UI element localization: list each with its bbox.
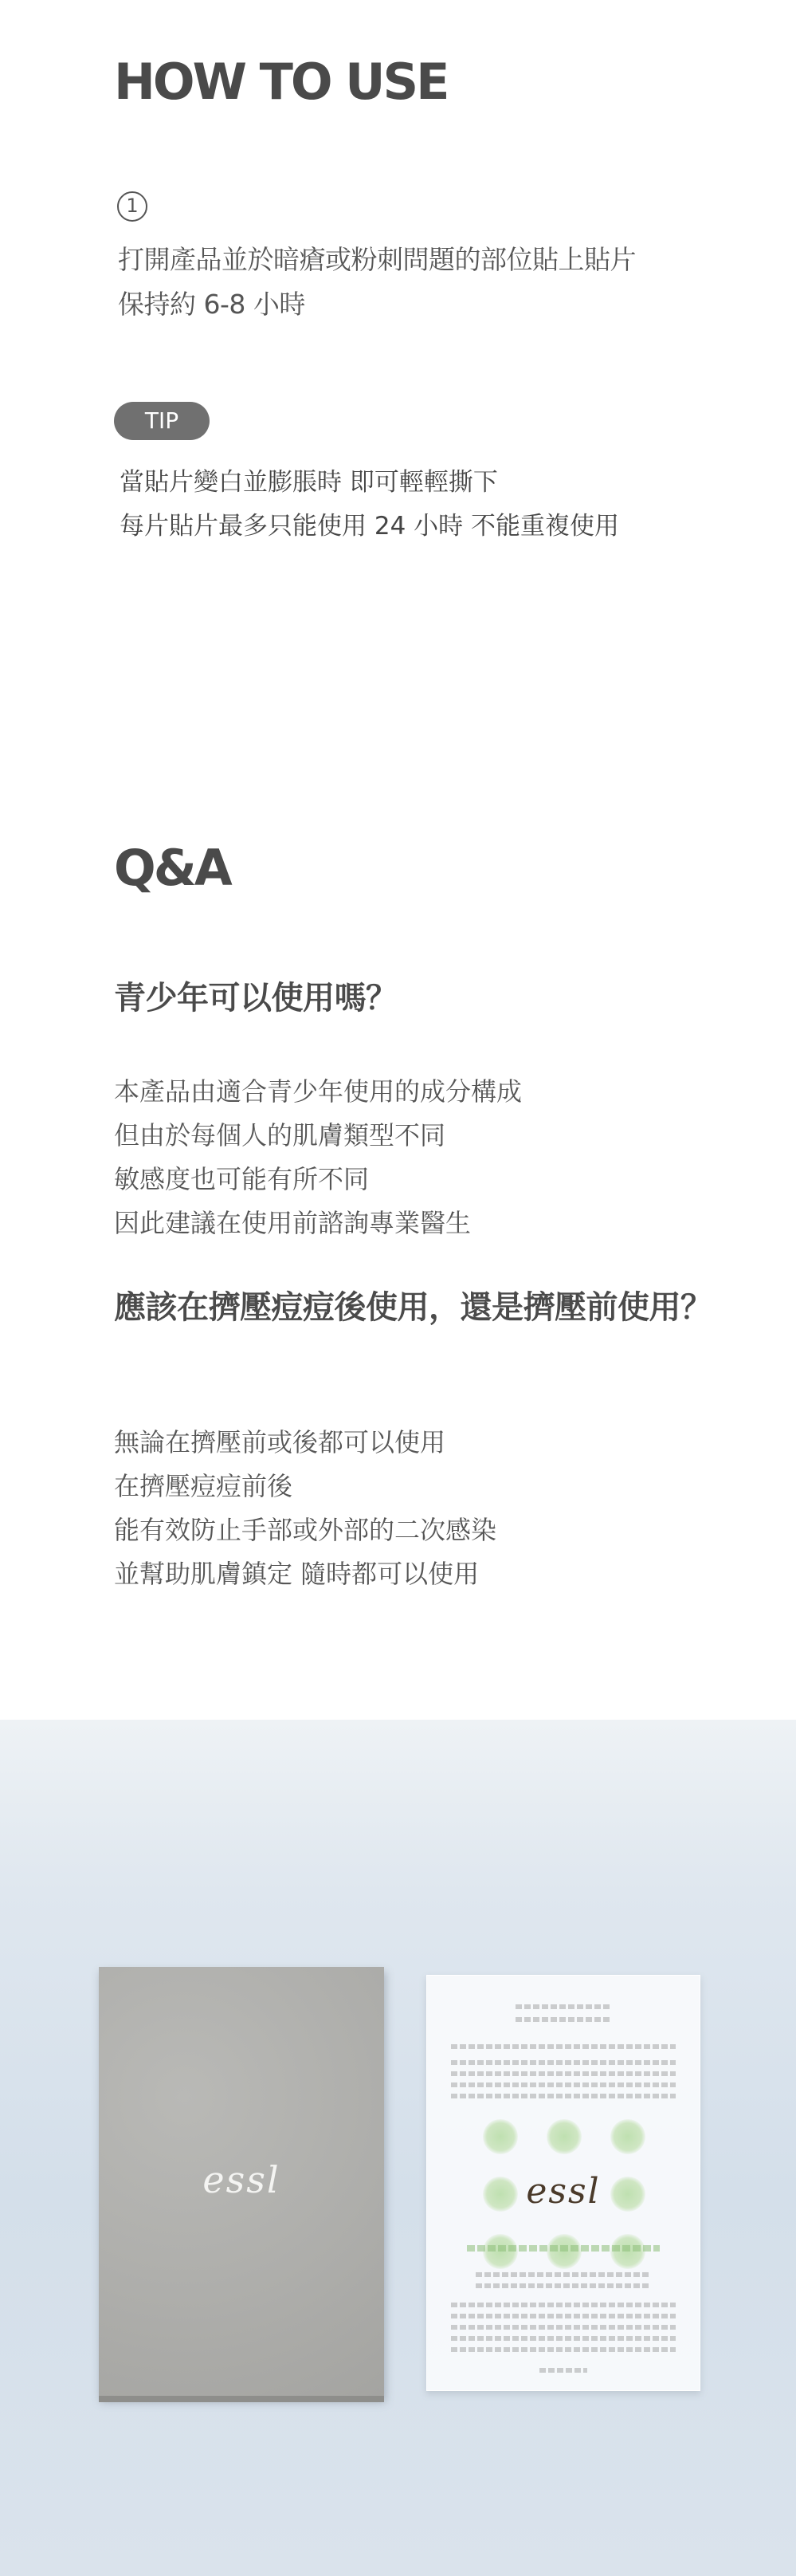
pouch-text-block bbox=[451, 2347, 676, 2352]
box-fine-print bbox=[99, 1988, 384, 1999]
pouch-text-block bbox=[451, 2071, 676, 2076]
answer-timing bbox=[114, 1421, 496, 1596]
answer-line: 無論在擠壓前或後都可以使用 bbox=[114, 1427, 446, 1457]
answer-teen bbox=[114, 1070, 522, 1245]
question-teen: 青少年可以使用嗎？ bbox=[114, 980, 398, 1017]
product-pouch bbox=[426, 1975, 700, 2391]
answer-line: 在擠壓痘痘前後 bbox=[114, 1471, 293, 1501]
pouch-text-block bbox=[476, 2272, 651, 2277]
pouch-text-block bbox=[451, 2303, 676, 2307]
pouch-text-block bbox=[516, 2017, 611, 2022]
step-line: 保持約 6-8 小時 bbox=[118, 289, 305, 320]
answer-line: 能有效防止手部或外部的二次感染 bbox=[114, 1515, 497, 1545]
answer-line: 但由於每個人的肌膚類型不同 bbox=[114, 1120, 446, 1150]
pouch-text-block bbox=[451, 2060, 676, 2065]
step-instructions bbox=[118, 238, 636, 327]
patch-dot bbox=[483, 2119, 518, 2154]
tip-badge: TIP bbox=[114, 402, 210, 440]
pouch-text-block bbox=[451, 2082, 676, 2087]
step-number-badge: 1 bbox=[117, 191, 147, 222]
question-timing: 應該在擠壓痘痘後使用，還是擠壓前使用？ bbox=[114, 1289, 712, 1326]
pouch-text-block bbox=[451, 2336, 676, 2341]
answer-line: 敏感度也可能有所不同 bbox=[114, 1164, 370, 1194]
pouch-green-text bbox=[467, 2245, 660, 2252]
answer-line: 因此建議在使用前諮詢專業醫生 bbox=[114, 1208, 472, 1238]
pouch-text-block bbox=[451, 2314, 676, 2318]
pouch-logo: essl bbox=[526, 2171, 601, 2212]
patch-dot bbox=[483, 2234, 518, 2269]
qa-title: Q&A bbox=[114, 839, 230, 897]
pouch-text-block bbox=[451, 2094, 676, 2098]
patch-dot bbox=[547, 2119, 582, 2154]
pouch-text-block bbox=[476, 2283, 651, 2288]
tip-text bbox=[120, 461, 619, 549]
tip-line: 當貼片變白並膨脹時 即可輕輕撕下 bbox=[120, 468, 498, 497]
pouch-text-block bbox=[516, 2004, 611, 2009]
product-box bbox=[99, 1967, 384, 2397]
patch-dot bbox=[610, 2234, 645, 2269]
patch-dot bbox=[610, 2119, 645, 2154]
pouch-text-block bbox=[451, 2325, 676, 2330]
answer-line: 並幫助肌膚鎮定 隨時都可以使用 bbox=[114, 1559, 480, 1589]
product-photo bbox=[0, 1720, 796, 2576]
pouch-text-block bbox=[539, 2368, 587, 2373]
pouch-text-block bbox=[451, 2044, 676, 2049]
tip-line: 每片貼片最多只能使用 24 小時 不能重複使用 bbox=[120, 512, 620, 541]
how-to-use-title: HOW TO USE bbox=[114, 53, 448, 111]
patch-dot bbox=[547, 2234, 582, 2269]
step-line: 打開產品並於暗瘡或粉刺問題的部位貼上貼片 bbox=[118, 244, 636, 275]
answer-line: 本產品由適合青少年使用的成分構成 bbox=[114, 1076, 523, 1107]
box-logo: essl bbox=[202, 2158, 280, 2201]
